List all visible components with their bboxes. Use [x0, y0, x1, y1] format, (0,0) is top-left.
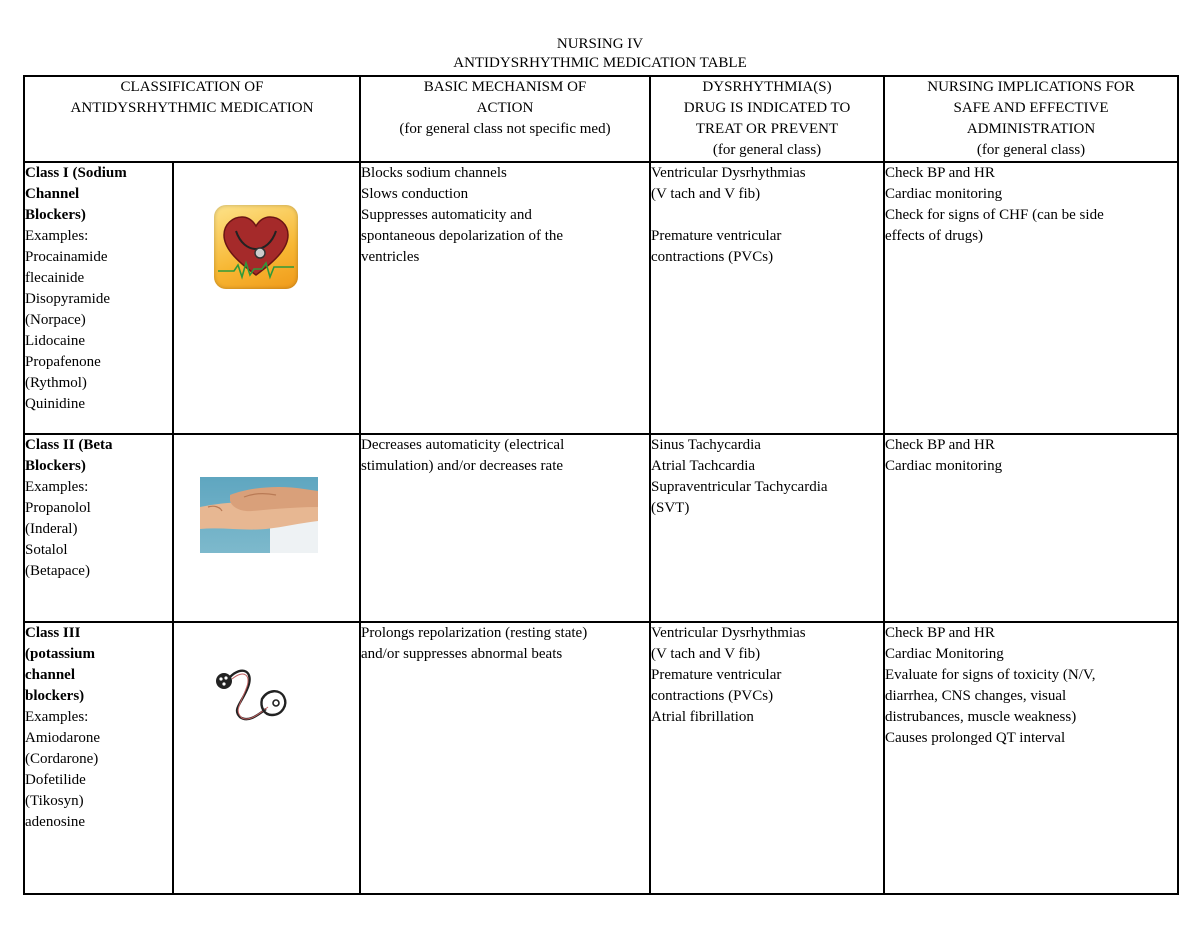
example-line: Disopyramide — [25, 291, 110, 307]
header-mechanism-line: (for general class not specific med) — [399, 121, 611, 137]
mechanism-line: and/or suppresses abnormal beats — [361, 646, 563, 662]
mechanism-line: Blocks sodium channels — [361, 165, 507, 181]
nursing-line: Cardiac Monitoring — [885, 646, 1004, 662]
header-mechanism — [360, 76, 650, 162]
classification-cell — [24, 622, 173, 894]
blank-line — [651, 205, 883, 226]
document-title: NURSING IV — [556, 36, 644, 52]
example-line: flecainide — [25, 270, 85, 286]
header-row — [24, 76, 1178, 162]
example-line: (Rythmol) — [25, 375, 87, 391]
header-dysrhythmias-line: DRUG IS INDICATED TO — [683, 100, 851, 116]
class-name-line: blockers) — [25, 688, 85, 704]
example-line: Examples: — [25, 228, 89, 244]
nursing-line: Causes prolonged QT interval — [885, 730, 1066, 746]
nursing-line: Check BP and HR — [885, 165, 995, 181]
nursing-line: Check BP and HR — [885, 437, 995, 453]
dysrhythmia-line: (V tach and V fib) — [651, 186, 761, 202]
mechanism-cell — [360, 434, 650, 622]
image-cell — [173, 434, 360, 622]
nursing-line: Cardiac monitoring — [885, 458, 1003, 474]
nursing-line: diarrhea, CNS changes, visual — [885, 688, 1067, 704]
header-classification-line: ANTIDYSRHYTHMIC MEDICATION — [70, 100, 314, 116]
dysrhythmia-line: Sinus Tachycardia — [651, 437, 761, 453]
dysrhythmias-cell — [650, 434, 884, 622]
example-line: Dofetilide — [25, 772, 86, 788]
header-dysrhythmias — [650, 76, 884, 162]
class-name-line: Class I (Sodium — [25, 165, 127, 181]
mechanism-line: ventricles — [361, 249, 420, 265]
header-dysrhythmias-line: DYSRHYTHMIA(S) — [702, 79, 832, 95]
dysrhythmia-line: contractions (PVCs) — [651, 688, 774, 704]
dysrhythmia-line: Premature ventricular — [651, 667, 782, 683]
example-line: Quinidine — [25, 396, 85, 412]
dysrhythmia-line: contractions (PVCs) — [651, 249, 774, 265]
example-line: (Norpace) — [25, 312, 86, 328]
dysrhythmia-line: Atrial fibrillation — [651, 709, 754, 725]
example-line: Procainamide — [25, 249, 108, 265]
stethoscope-icon — [210, 665, 292, 725]
nursing-line: effects of drugs) — [885, 228, 984, 244]
medication-table — [23, 75, 1179, 895]
header-nursing-line: SAFE AND EFFECTIVE — [953, 100, 1109, 116]
header-classification — [24, 76, 360, 162]
class-name-line: Blockers) — [25, 207, 86, 223]
image-cell — [173, 162, 360, 434]
example-line: (Inderal) — [25, 521, 78, 537]
dysrhythmia-line: Premature ventricular — [651, 228, 782, 244]
mechanism-line: stimulation) and/or decreases rate — [361, 458, 564, 474]
dysrhythmias-cell — [650, 622, 884, 894]
class-name-line: Class II (Beta — [25, 437, 113, 453]
dysrhythmia-line: (V tach and V fib) — [651, 646, 761, 662]
classification-cell — [24, 162, 173, 434]
mechanism-line: spontaneous depolarization of the — [361, 228, 564, 244]
class-name-line: channel — [25, 667, 76, 683]
dysrhythmia-line: Supraventricular Tachycardia — [651, 479, 828, 495]
class-name-line: Class III — [25, 625, 81, 641]
nursing-line: distrubances, muscle weakness) — [885, 709, 1077, 725]
example-line: (Cordarone) — [25, 751, 99, 767]
classification-cell — [24, 434, 173, 622]
nursing-cell — [884, 434, 1178, 622]
header-classification-line: CLASSIFICATION OF — [120, 79, 264, 95]
example-line: (Tikosyn) — [25, 793, 84, 809]
nursing-line: Check for signs of CHF (can be side — [885, 207, 1104, 223]
header-nursing — [884, 76, 1178, 162]
header-mechanism-line: ACTION — [476, 100, 534, 116]
header-nursing-line: ADMINISTRATION — [966, 121, 1096, 137]
mechanism-line: Decreases automaticity (electrical — [361, 437, 565, 453]
dysrhythmia-line: Ventricular Dysrhythmias — [651, 165, 806, 181]
mechanism-line: Suppresses automaticity and — [361, 207, 532, 223]
dysrhythmias-cell — [650, 162, 884, 434]
example-line: Lidocaine — [25, 333, 85, 349]
dysrhythmia-line: Atrial Tachcardia — [651, 458, 756, 474]
heart-stethoscope-icon — [214, 205, 298, 289]
table-row-class-i — [24, 162, 1178, 434]
image-cell — [173, 622, 360, 894]
example-line: Examples: — [25, 709, 89, 725]
nursing-line: Check BP and HR — [885, 625, 995, 641]
nursing-cell — [884, 162, 1178, 434]
header-dysrhythmias-line: TREAT OR PREVENT — [695, 121, 839, 137]
example-line: Amiodarone — [25, 730, 100, 746]
class-name-line: (potassium — [25, 646, 96, 662]
dysrhythmia-line: (SVT) — [651, 500, 690, 516]
mechanism-line: Slows conduction — [361, 186, 469, 202]
dysrhythmia-line: Ventricular Dysrhythmias — [651, 625, 806, 641]
nursing-cell — [884, 622, 1178, 894]
example-line: Sotalol — [25, 542, 68, 558]
example-line: (Betapace) — [25, 563, 90, 579]
mechanism-line: Prolongs repolarization (resting state) — [361, 625, 588, 641]
mechanism-cell — [360, 162, 650, 434]
class-name-line: Blockers) — [25, 458, 86, 474]
document-subtitle: ANTIDYSRHYTHMIC MEDICATION TABLE — [453, 55, 747, 71]
pulse-check-photo — [200, 477, 318, 553]
nursing-line: Evaluate for signs of toxicity (N/V, — [885, 667, 1096, 683]
mechanism-cell — [360, 622, 650, 894]
header-mechanism-line: BASIC MECHANISM OF — [423, 79, 587, 95]
class-name-line: Channel — [25, 186, 80, 202]
example-line: Examples: — [25, 479, 89, 495]
nursing-line: Cardiac monitoring — [885, 186, 1003, 202]
example-line: Propanolol — [25, 500, 91, 516]
header-nursing-line: NURSING IMPLICATIONS FOR — [927, 79, 1135, 95]
header-nursing-line: (for general class) — [976, 142, 1086, 158]
example-line: Propafenone — [25, 354, 101, 370]
header-dysrhythmias-line: (for general class) — [712, 142, 822, 158]
example-line: adenosine — [25, 814, 85, 830]
table-row-class-ii — [24, 434, 1178, 622]
table-row-class-iii — [24, 622, 1178, 894]
